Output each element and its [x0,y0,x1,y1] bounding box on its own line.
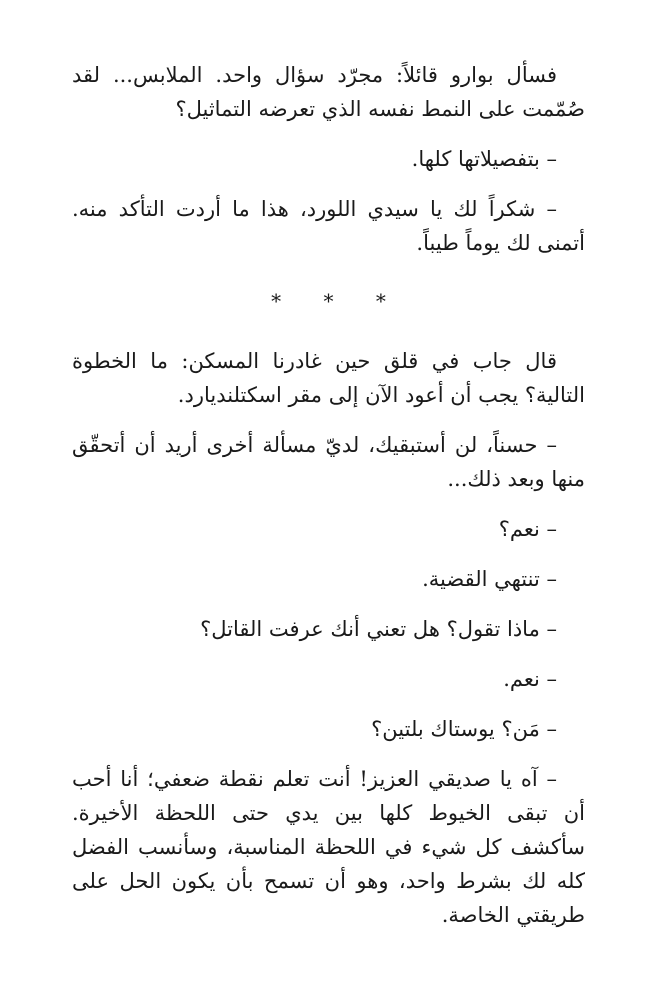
paragraph-one-more-matter: – حسناً، لن أستبقيك، لديّ مسألة أخرى أريد أن أتحقّق منها وبعد ذلك... [72,433,585,491]
paragraph-know-killer: – ماذا تقول؟ هل تعني أنك عرفت القاتل؟ [200,617,557,641]
paragraph-poirot-question: فسأل بوارو قائلاً: مجرّد سؤال واحد. الملابس... لقد صُمّمت على النمط نفسه الذي تعرضه التماثيل؟ [72,63,585,121]
paragraph-dear-friend: – آه يا صديقي العزيز! أنت تعلم نقطة ضعفي؛ أنا أحب أن تبقى الخيوط كلها بين يدي حتى اللحظة الأخيرة. سأكشف كل شيء في اللحظة المناسبة، وسأنسب الفضل كله لك بشرط واحد، وهو أن تسمح بأن يكون الحل على طريقتي الخاصة. [72,767,585,927]
paragraph-yes-answer: – نعم. [503,667,557,691]
paragraph-yes-question: – نعم؟ [498,517,557,541]
paragraph-case-ends: – تنتهي القضية. [422,567,557,591]
paragraph-japp-asks: قال جاب في قلق حين غادرنا المسكن: ما الخطوة التالية؟ يجب أن أعود الآن إلى مقر اسكتلنديارد. [72,349,585,407]
paragraph-thanks-lord: – شكراً لك يا سيدي اللورد، هذا ما أردت التأكد منه. أتمنى لك يوماً طيباً. [72,197,585,255]
paragraph-who-eustace: – مَن؟ يوستاك بلتين؟ [371,717,557,741]
paragraph-reply-details: – بتفصيلاتها كلها. [411,147,557,171]
section-separator: * * * [271,289,404,313]
book-page [72,58,585,948]
